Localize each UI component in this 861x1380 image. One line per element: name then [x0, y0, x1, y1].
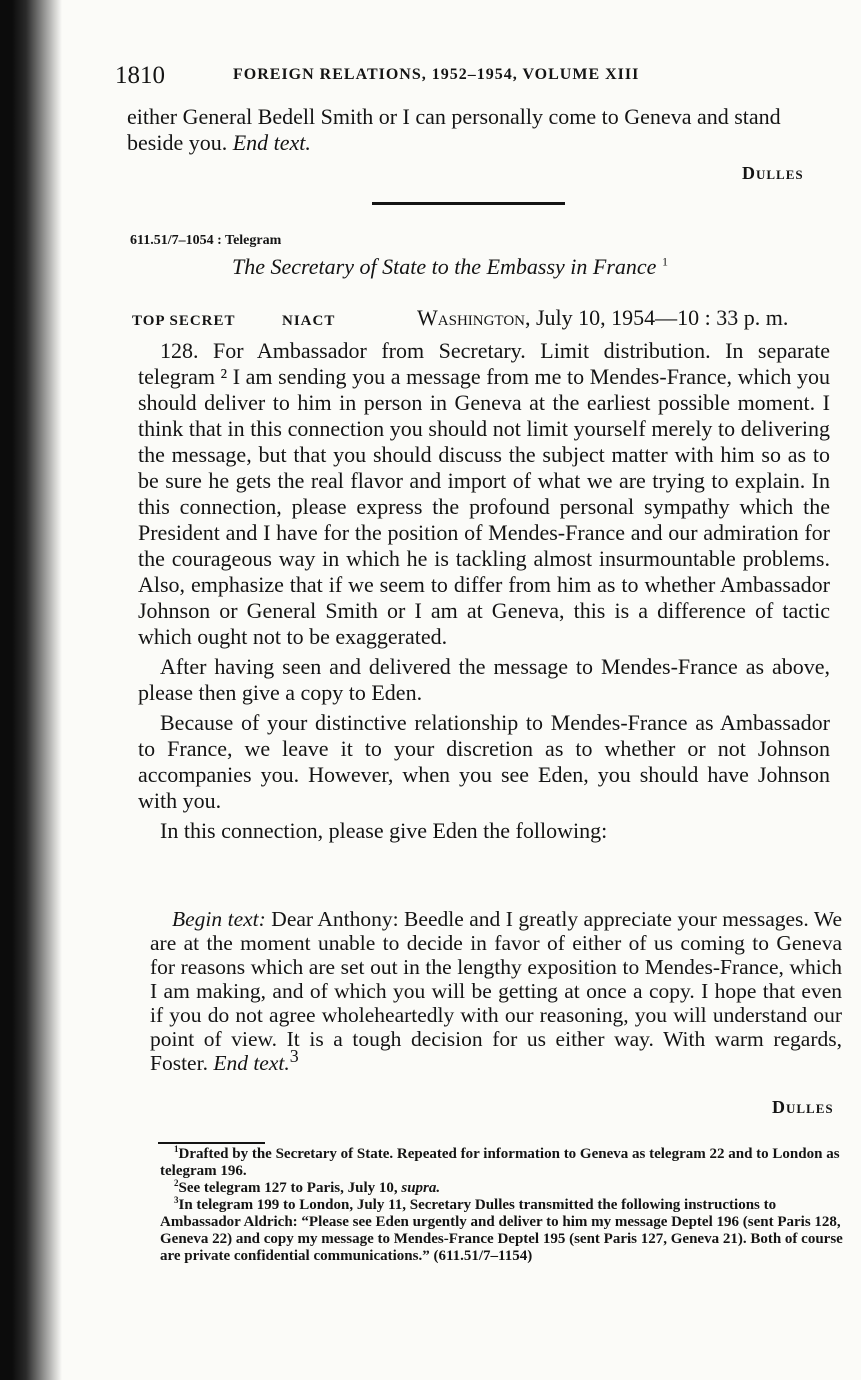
page-number: 1810 [115, 62, 165, 89]
classification: TOP SECRET [132, 313, 236, 329]
quoted-text: Dear Anthony: Beedle and I greatly appreciate your messages. We are at the moment unable to decide in favor of either of us coming to Geneva for reasons which are set out in the lengthy exposition to Mendes-France, which I am making, and of which you will be getting at once a copy. I hope that even if you do not agree wholeheartedly with our reasoning, you will understand our point of view. It is a tough decision for us either way. With warm regards, Foster. [150, 907, 842, 1075]
footnote-text: See telegram 127 to Paris, July 10, [178, 1180, 402, 1196]
title-footnote-mark: 1 [661, 254, 668, 269]
footnote-mark: 1 [174, 1144, 179, 1154]
signature-previous: Dulles [742, 163, 804, 183]
book-page [12, 0, 861, 1380]
previous-document-closing [127, 104, 817, 156]
closing-text: either General Bedell Smith or I can personally come to Geneva and stand beside you. [127, 104, 781, 155]
dateline [417, 305, 788, 331]
paragraph: After having seen and delivered the message to Mendes-France as above, please then give a copy to Eden. [138, 654, 830, 705]
running-head: FOREIGN RELATIONS, 1952–1954, VOLUME XIII [233, 66, 640, 83]
telegram-meta [132, 305, 822, 335]
footnote-text: Drafted by the Secretary of State. Repeated for information to Geneva as telegram 22 and to London as telegram 196. [160, 1146, 840, 1179]
document-title [232, 254, 668, 280]
end-text-marker: End text. [213, 1051, 290, 1075]
paragraph: Because of your distinctive relationship to Mendes-France as Ambassador to France, we leave it to your discretion as to whether or not Johnson accompanies you. However, when you see Eden, you should have Johnson with you. [138, 710, 830, 813]
footnotes [160, 1146, 850, 1265]
telegram-body [138, 338, 830, 848]
precedence: NIACT [282, 313, 336, 329]
title-text: The Secretary of State to the Embassy in France [232, 254, 657, 279]
footnote-mark: 3 [174, 1195, 179, 1205]
file-reference: 611.51/7–1054 : Telegram [130, 233, 282, 248]
paragraph: 128. For Ambassador from Secretary. Limit distribution. In separate telegram ² I am sending you a message from me to Mendes-France, which you should deliver to him in person in Geneva at the earliest possible moment. I think that in this connection you should not limit yourself merely to delivering the message, but that you should discuss the subject matter with him so as to be sure he gets the real flavor and import of what we are trying to explain. In this connection, please express the profound personal sympathy which the President and I have for the position of Mendes-France and our admiration for the courageous way in which he is tackling almost insurmountable problems. Also, emphasize that if we seem to differ from him as to whether Ambassador Johnson or General Smith or I am at Geneva, this is a difference of tactic which ought not to be exaggerated. [138, 338, 830, 649]
dateline-date: , July 10, 1954—10 : 33 p. m. [525, 305, 789, 330]
footnote-italic: supra. [401, 1180, 441, 1196]
binding-shadow [12, 0, 62, 1380]
end-text-marker: End text. [232, 130, 311, 155]
signature: Dulles [772, 1097, 834, 1117]
footnote [160, 1197, 850, 1265]
quote-footnote-mark: 3 [289, 1045, 299, 1066]
quoted-paragraph [150, 907, 842, 1075]
paragraph: In this connection, please give Eden the following: [160, 818, 608, 843]
begin-text-marker: Begin text: [172, 907, 266, 931]
page-header [115, 60, 815, 100]
footnote [160, 1146, 850, 1180]
footnote [160, 1180, 850, 1197]
footnote-text: In telegram 199 to London, July 11, Secretary Dulles transmitted the following instructions to Ambassador Aldrich: “Please see Eden urgently and deliver to him my message Deptel 196 (sent Paris 128, Geneva 22) and copy my message to Mendes-France Deptel 195 (sent Paris 127, Geneva 21). Both of course are private confidential communications.” (611.51/7–1154) [160, 1197, 843, 1264]
footnote-mark: 2 [174, 1178, 179, 1188]
dateline-place: Washington [417, 305, 525, 330]
quoted-message [150, 907, 842, 1075]
document-separator [372, 202, 565, 205]
